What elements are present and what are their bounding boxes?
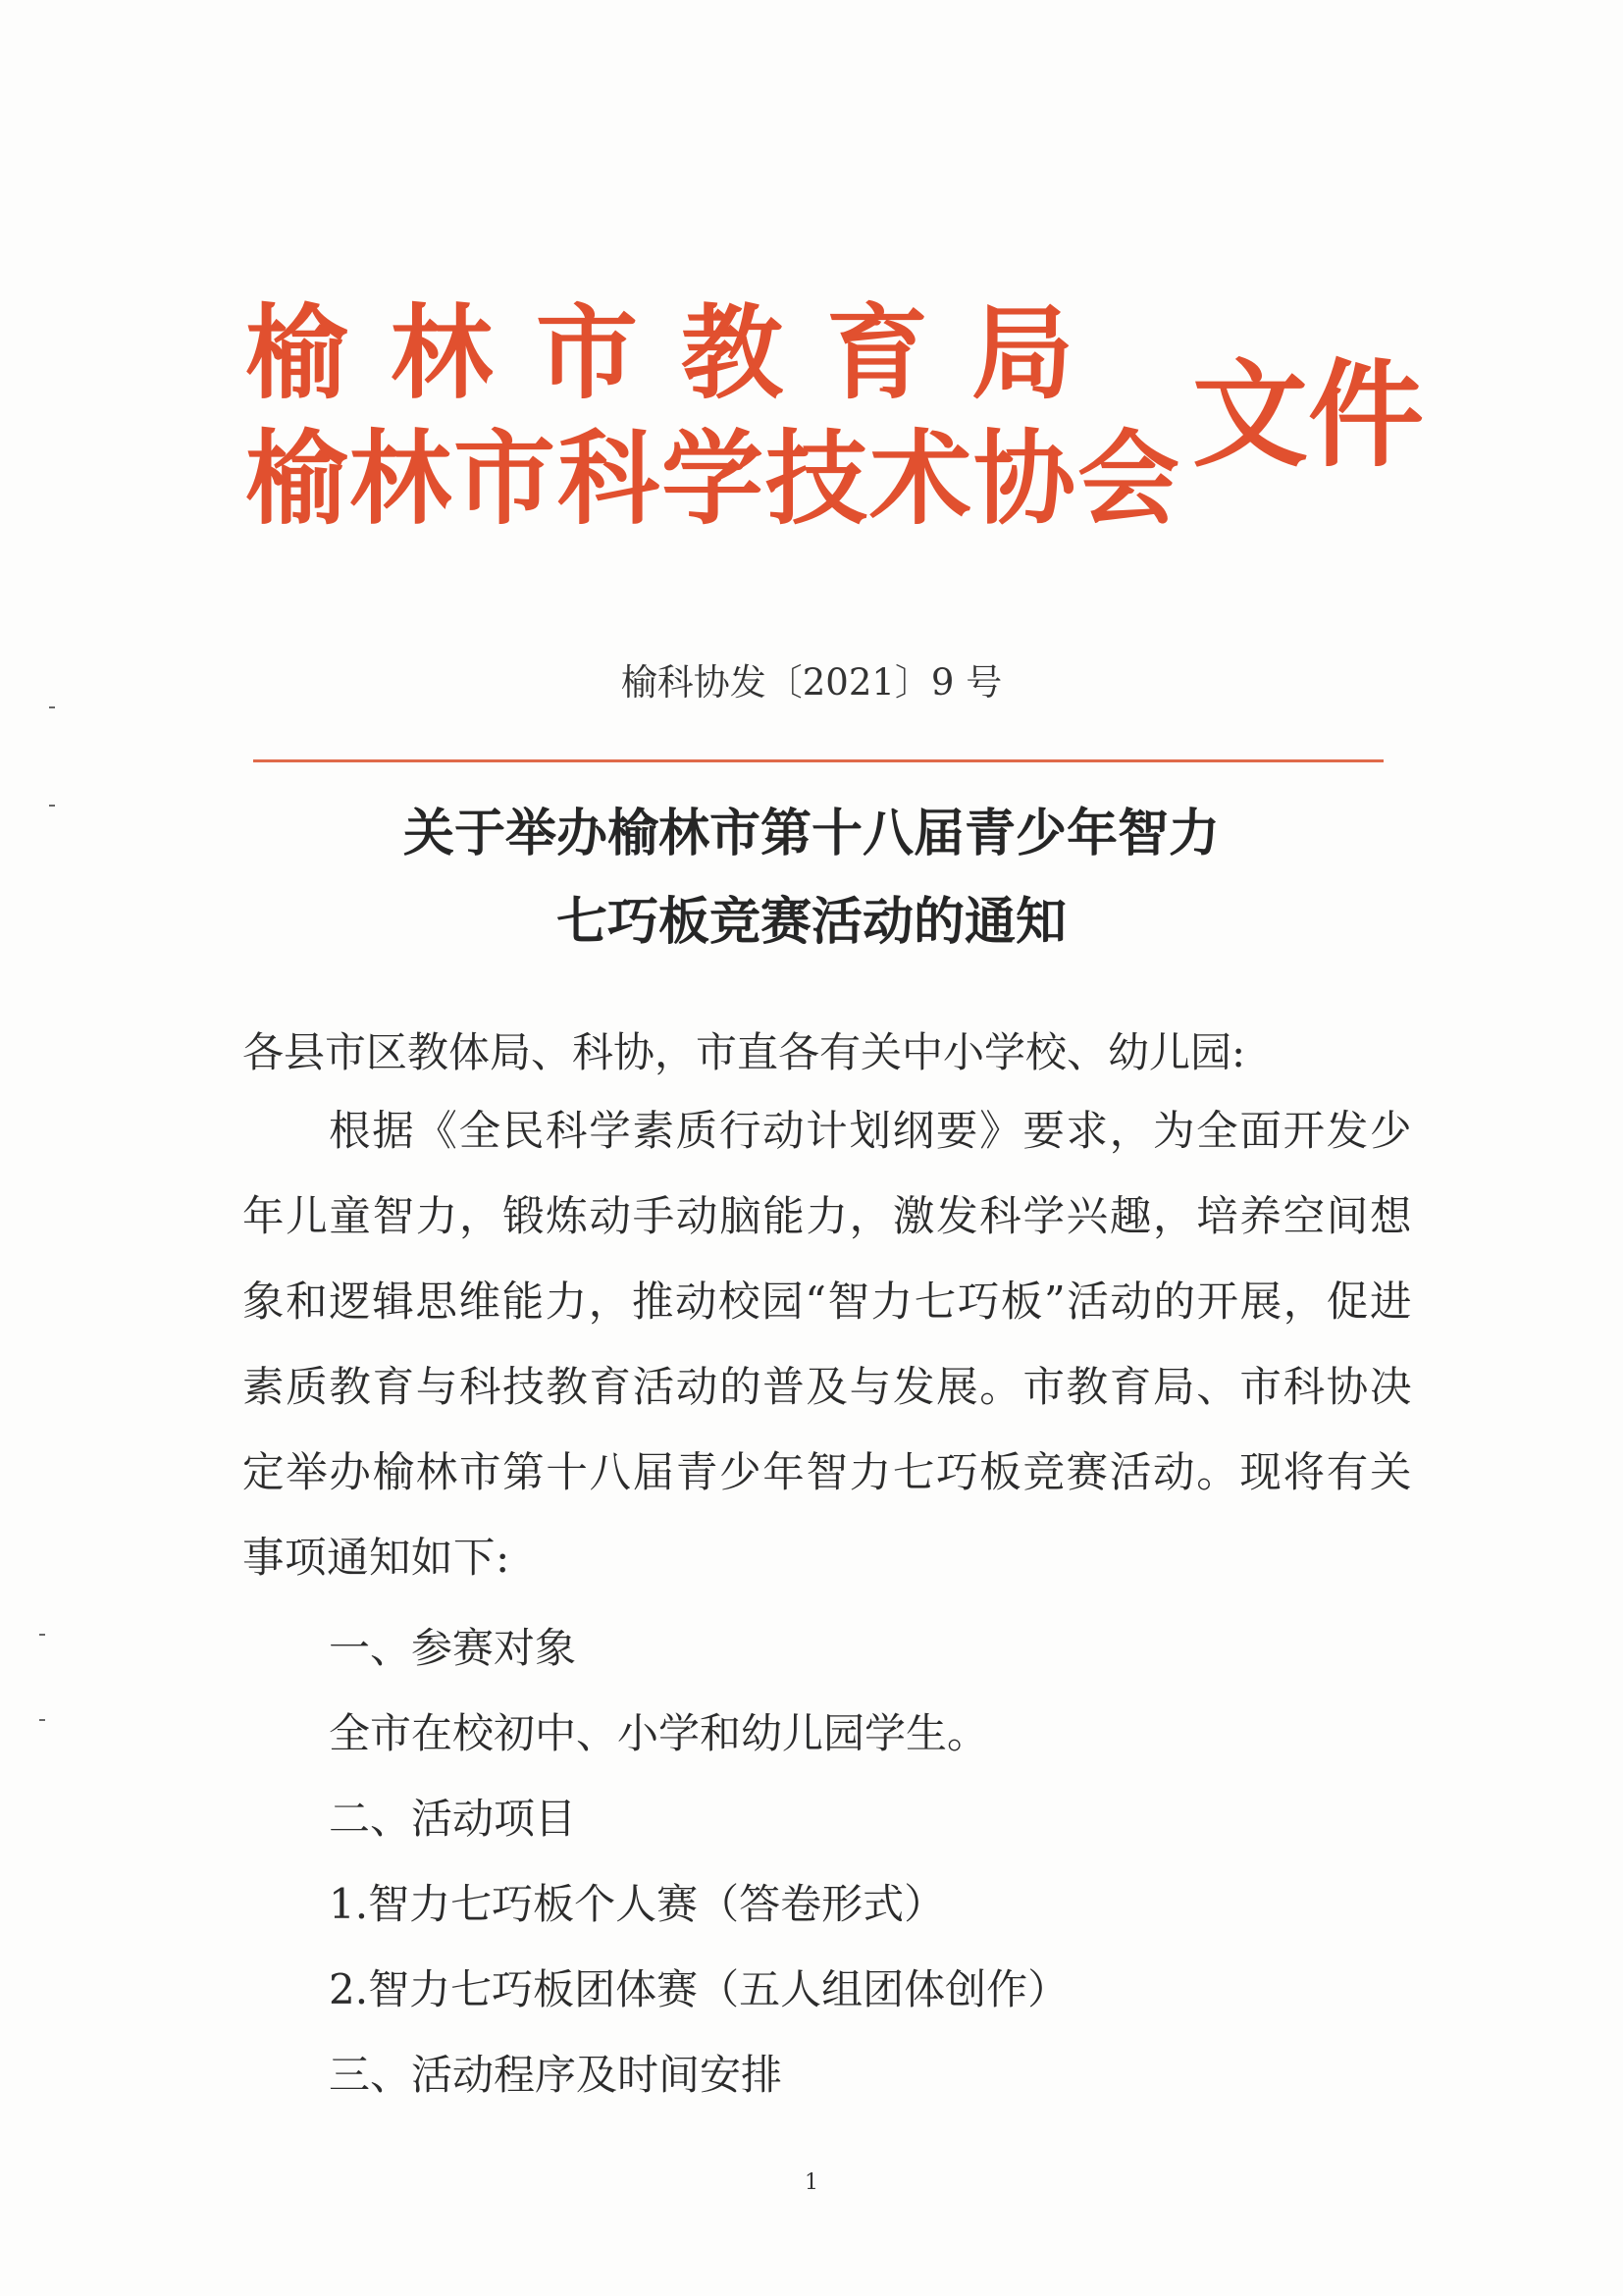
page-number: 1 bbox=[805, 2170, 818, 2195]
header-document-label: 文件 bbox=[1192, 347, 1425, 483]
section-2-item-1: 1.智力七巧板个人赛（答卷形式） bbox=[329, 1880, 946, 1928]
section-1-content: 全市在校初中、小学和幼儿园学生。 bbox=[329, 1709, 989, 1757]
section-3-heading: 三、活动程序及时间安排 bbox=[329, 2051, 783, 2099]
section-2-heading: 二、活动项目 bbox=[329, 1795, 577, 1843]
scan-mark bbox=[39, 1634, 45, 1636]
document-title-line-1: 关于举办榆林市第十八届青少年智力 bbox=[402, 805, 1220, 863]
scan-mark bbox=[49, 706, 55, 708]
scan-mark bbox=[39, 1719, 45, 1721]
header-issuer-1: 榆林市教育局 bbox=[245, 293, 1118, 413]
document-number: 榆科协发〔2021〕9 号 bbox=[620, 661, 1003, 704]
intro-paragraph: 根据《全民科学素质行动计划纲要》要求，为全面开发少年儿童智力，锻炼动手动脑能力，激发科学兴趣，培养空间想象和逻辑思维能力，推动校园“智力七巧板”活动的开展，促进素质教育与科技教育活动的普及与发展。市教育局、市科协决定举办榆林市第十八届青少年智力七巧板竞赛活动。现将有关事项通知如下: bbox=[242, 1108, 1412, 1583]
section-2-item-2: 2.智力七巧板团体赛（五人组团体创作） bbox=[329, 1965, 1070, 2013]
header-issuer-2: 榆林市科学技术协会 bbox=[245, 419, 1182, 539]
salutation: 各县市区教体局、科协，市直各有关中小学校、幼儿园: bbox=[242, 1028, 1246, 1076]
document-header bbox=[245, 294, 1423, 549]
header-divider bbox=[253, 759, 1384, 762]
section-1-heading: 一、参赛对象 bbox=[329, 1624, 577, 1672]
document-title-line-2: 七巧板竞赛活动的通知 bbox=[555, 893, 1067, 952]
